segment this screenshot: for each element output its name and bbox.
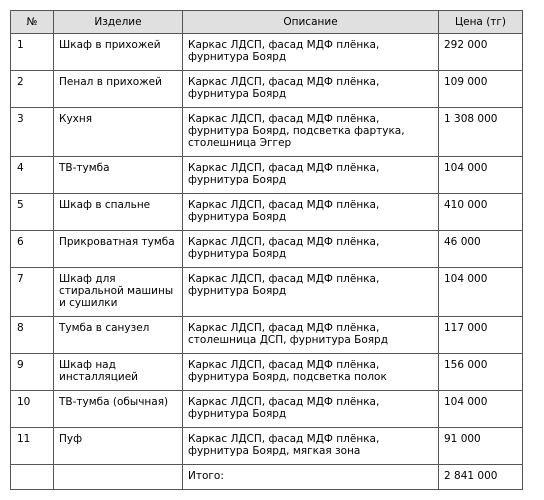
row-item: ТВ-тумба (обычная): [54, 391, 183, 428]
row-price: 156 000: [439, 354, 523, 391]
table-row: [11, 268, 523, 317]
table-row: [11, 231, 523, 268]
header-price: Цена (тг): [439, 11, 523, 34]
table-row: [11, 108, 523, 157]
table-row: [11, 428, 523, 465]
row-item: Пуф: [54, 428, 183, 465]
row-number: 4: [11, 157, 54, 194]
row-description: Каркас ЛДСП, фасад МДФ плёнка, фурнитура Боярд, подсветка фартука, столешница Эггер: [183, 108, 439, 157]
row-number: 1: [11, 34, 54, 71]
row-number: 6: [11, 231, 54, 268]
row-number: 9: [11, 354, 54, 391]
row-description: Каркас ЛДСП, фасад МДФ плёнка, фурнитура Боярд: [183, 71, 439, 108]
table-row: [11, 157, 523, 194]
row-description: Каркас ЛДСП, фасад МДФ плёнка, фурнитура Боярд: [183, 391, 439, 428]
row-number: 10: [11, 391, 54, 428]
header-item: Изделие: [54, 11, 183, 34]
table-row: [11, 71, 523, 108]
row-description: Каркас ЛДСП, фасад МДФ плёнка, фурнитура Боярд, подсветка полок: [183, 354, 439, 391]
row-price: 104 000: [439, 268, 523, 317]
row-item: Шкаф в спальне: [54, 194, 183, 231]
table-header-row: [11, 11, 523, 34]
row-item: Кухня: [54, 108, 183, 157]
row-price: 109 000: [439, 71, 523, 108]
row-price: 1 308 000: [439, 108, 523, 157]
row-price: 46 000: [439, 231, 523, 268]
row-description: Каркас ЛДСП, фасад МДФ плёнка, фурнитура Боярд: [183, 194, 439, 231]
row-description: Каркас ЛДСП, фасад МДФ плёнка, фурнитура Боярд, мягкая зона: [183, 428, 439, 465]
row-number: 5: [11, 194, 54, 231]
row-number: 3: [11, 108, 54, 157]
price-table: [10, 10, 523, 490]
row-item: ТВ-тумба: [54, 157, 183, 194]
row-description: Каркас ЛДСП, фасад МДФ плёнка, фурнитура Боярд: [183, 231, 439, 268]
row-number: 8: [11, 317, 54, 354]
row-price: 91 000: [439, 428, 523, 465]
price-sheet: [10, 10, 522, 490]
row-price: 104 000: [439, 157, 523, 194]
row-item: Прикроватная тумба: [54, 231, 183, 268]
row-price: 292 000: [439, 34, 523, 71]
row-item: Шкаф над инсталляцией: [54, 354, 183, 391]
total-value: 2 841 000: [439, 465, 523, 490]
row-item: Шкаф в прихожей: [54, 34, 183, 71]
header-number: №: [11, 11, 54, 34]
row-description: Каркас ЛДСП, фасад МДФ плёнка, фурнитура Боярд: [183, 268, 439, 317]
total-empty-item: [54, 465, 183, 490]
total-row: [11, 465, 523, 490]
header-description: Описание: [183, 11, 439, 34]
row-description: Каркас ЛДСП, фасад МДФ плёнка, фурнитура Боярд: [183, 34, 439, 71]
table-row: [11, 391, 523, 428]
row-number: 11: [11, 428, 54, 465]
table-row: [11, 34, 523, 71]
table-row: [11, 354, 523, 391]
row-description: Каркас ЛДСП, фасад МДФ плёнка, столешница ДСП, фурнитура Боярд: [183, 317, 439, 354]
row-number: 2: [11, 71, 54, 108]
row-number: 7: [11, 268, 54, 317]
total-label: Итого:: [183, 465, 439, 490]
row-item: Тумба в санузел: [54, 317, 183, 354]
row-price: 117 000: [439, 317, 523, 354]
total-empty-number: [11, 465, 54, 490]
row-item: Пенал в прихожей: [54, 71, 183, 108]
row-item: Шкаф для стиральной машины и сушилки: [54, 268, 183, 317]
row-price: 104 000: [439, 391, 523, 428]
table-row: [11, 317, 523, 354]
row-description: Каркас ЛДСП, фасад МДФ плёнка, фурнитура Боярд: [183, 157, 439, 194]
row-price: 410 000: [439, 194, 523, 231]
table-row: [11, 194, 523, 231]
